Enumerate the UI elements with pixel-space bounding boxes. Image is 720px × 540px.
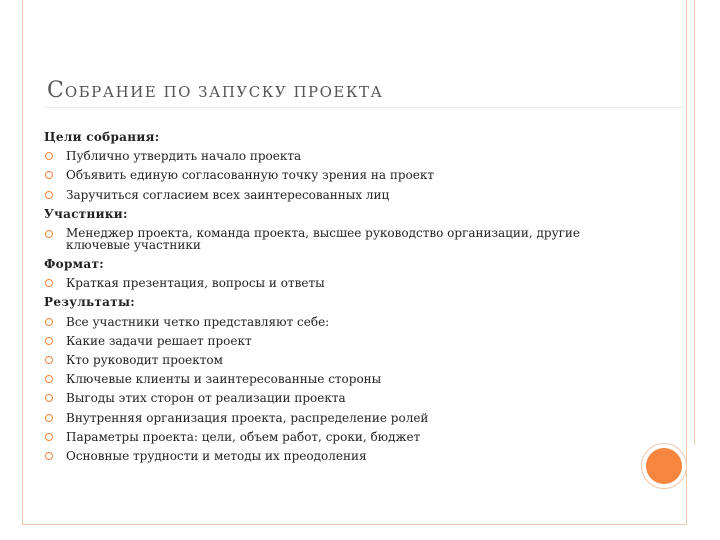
slide-title-rest: ОБРАНИЕ ПО ЗАПУСКУ ПРОЕКТА [64, 83, 384, 101]
bullet-icon [45, 279, 53, 287]
slide-content [44, 128, 614, 466]
list-item: Какие задачи решает проект [44, 332, 614, 351]
bullet-icon [45, 375, 53, 383]
list-item: Все участники четко представляют себе: [44, 313, 614, 332]
section-heading-results: Результаты: [44, 295, 136, 310]
slide-title-initial: С [47, 78, 65, 103]
section-heading-participants: Участники: [44, 206, 128, 221]
bullet-icon [45, 171, 53, 179]
bullet-icon [45, 394, 53, 402]
list-item: Заручиться согласием всех заинтересованных лиц [44, 186, 614, 205]
list-item: Выгоды этих сторон от реализации проекта [44, 389, 614, 408]
list-item: Менеджер проекта, команда проекта, высшее руководство организации, другие ключевые участники [44, 224, 614, 255]
bullet-icon [45, 191, 53, 199]
list-item: Публично утвердить начало проекта [44, 147, 614, 166]
bullet-icon [45, 337, 53, 345]
slide-title [47, 78, 383, 103]
bullet-icon [45, 452, 53, 460]
decorative-circle-fill [646, 448, 682, 484]
list-item: Объявить единую согласованную точку зрения на проект [44, 166, 614, 185]
bullet-icon [45, 318, 53, 326]
list-item: Кто руководит проектом [44, 351, 614, 370]
list-item: Ключевые клиенты и заинтересованные стороны [44, 370, 614, 389]
list-item: Основные трудности и методы их преодоления [44, 447, 614, 466]
bullet-icon [45, 152, 53, 160]
list-item: Краткая презентация, вопросы и ответы [44, 274, 614, 293]
bullet-icon [45, 230, 53, 238]
section-heading-format: Формат: [44, 257, 104, 272]
section-heading-goals: Цели собрания: [44, 130, 160, 144]
list-item: Параметры проекта: цели, объем работ, сроки, бюджет [44, 428, 614, 447]
bullet-icon [45, 433, 53, 441]
bullet-icon [45, 356, 53, 364]
bullet-icon [45, 414, 53, 422]
title-divider [44, 107, 684, 108]
decorative-line [694, 0, 695, 445]
list-item: Внутренняя организация проекта, распределение ролей [44, 409, 614, 428]
